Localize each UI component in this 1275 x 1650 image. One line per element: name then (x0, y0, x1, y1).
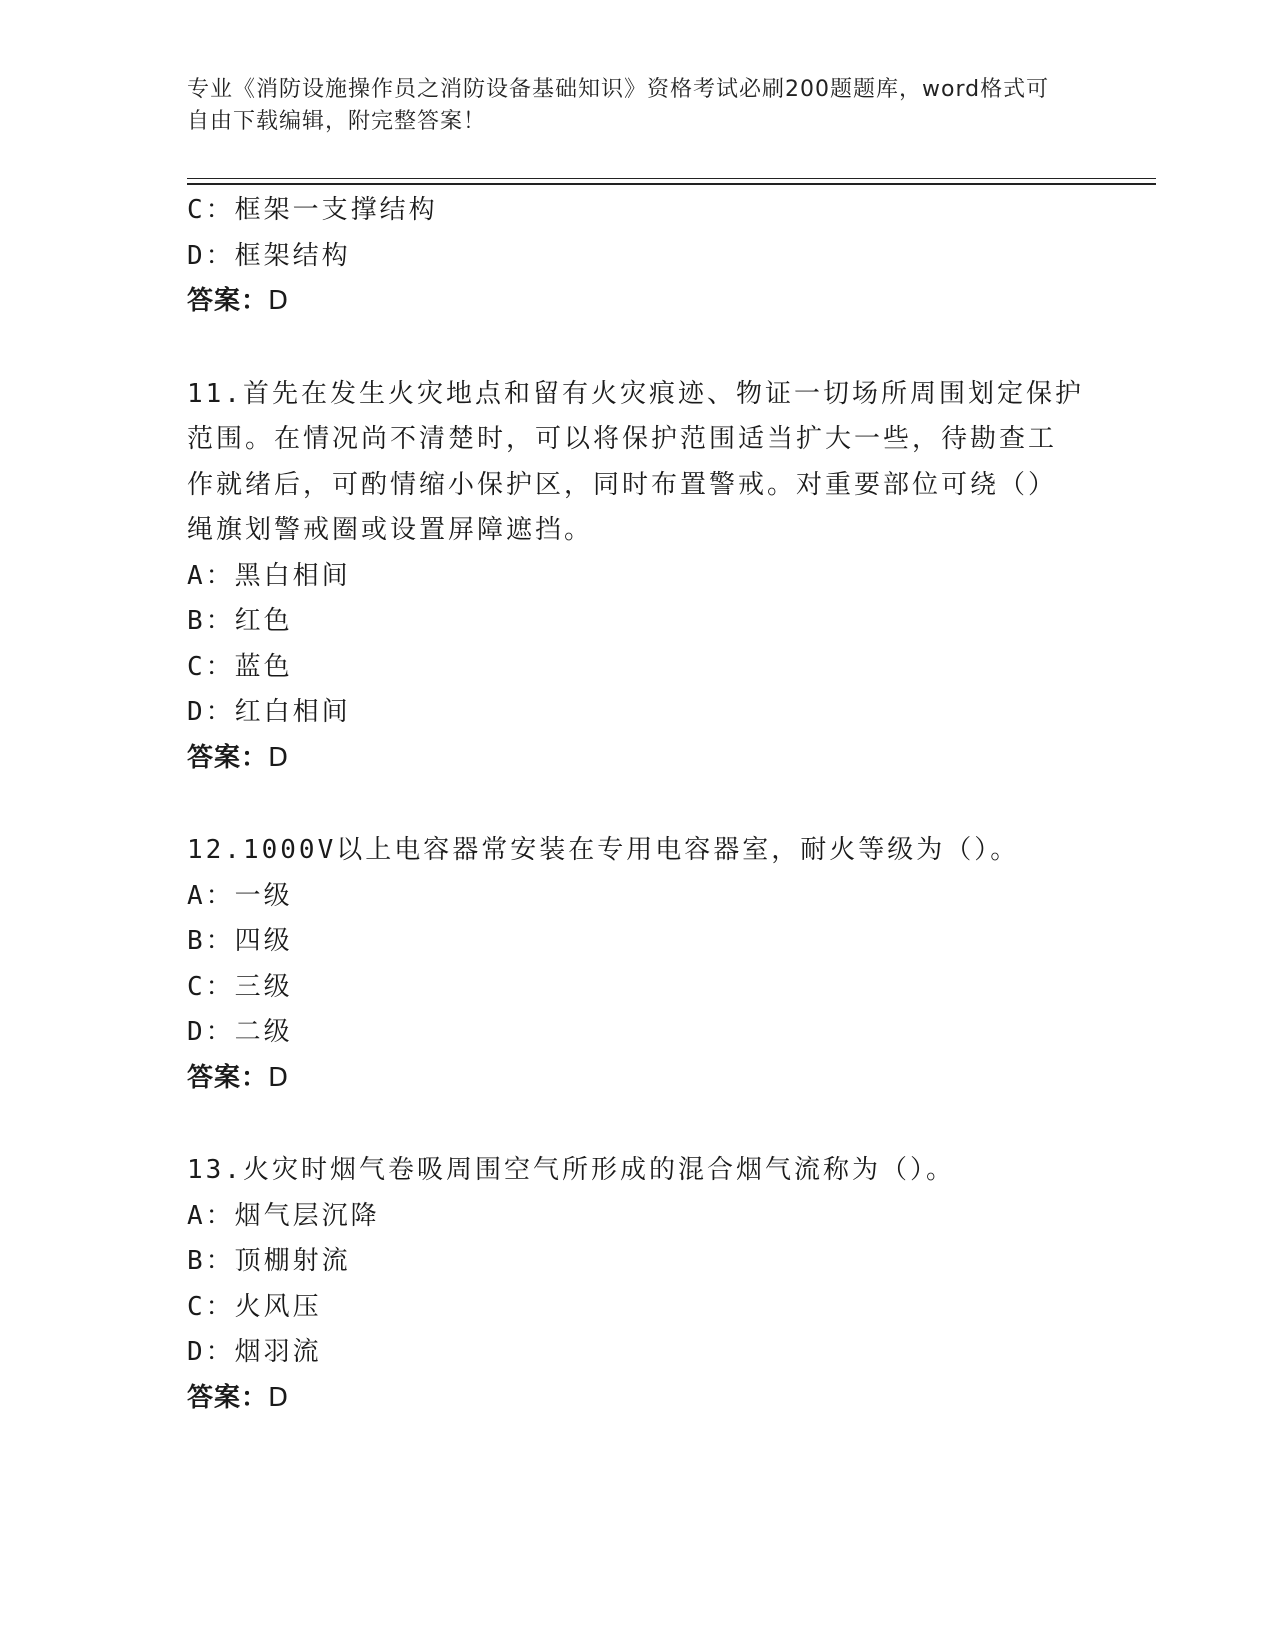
spacer (187, 1101, 1087, 1148)
answer-label: 答案： (187, 1062, 269, 1093)
option-d: D：烟羽流 (187, 1337, 322, 1367)
question-text-line: 13.火灾时烟气卷吸周围空气所形成的混合烟气流称为（）。 (187, 1155, 955, 1185)
option-c: C：三级 (187, 971, 293, 1002)
answer-value: D (268, 1062, 290, 1093)
option-b: B：红色 (187, 606, 293, 636)
document-header: 专业《消防设施操作员之消防设备基础知识》资格考试必刷200题题库，word格式可自由下载编辑，附完整答案！ (187, 77, 1050, 134)
answer-value: D (268, 286, 290, 316)
option-a: A：黑白相间 (187, 560, 351, 591)
answer-label: 答案： (187, 1382, 269, 1413)
option-a: A：烟气层沉降 (187, 1200, 380, 1231)
answer-line (187, 1056, 1087, 1102)
question-text-line: 11.首先在发生火灾地点和留有火灾痕迹、物证一切场所周围划定保护 (187, 378, 1084, 409)
option-d: D：红白相间 (187, 697, 351, 727)
spacer (187, 325, 1087, 372)
question-text-line: 范围。在情况尚不清楚时，可以将保护范围适当扩大一些，待勘查工 (187, 424, 1058, 454)
question-content (187, 188, 1087, 1421)
answer-line (187, 736, 1087, 782)
option-b: B：四级 (187, 926, 293, 956)
question-text-line: 12.1000V以上电容器常安装在专用电容器室，耐火等级为（）。 (187, 835, 1020, 865)
option-c: C：框架一支撑结构 (187, 195, 438, 225)
question-11 (187, 372, 1087, 782)
continued-question-block (187, 188, 1087, 325)
option-a: A：一级 (187, 880, 293, 911)
answer-line (187, 1376, 1087, 1422)
option-c: C：蓝色 (187, 651, 293, 682)
answer-label: 答案： (187, 286, 269, 316)
header-divider-thick (187, 183, 1156, 185)
question-13 (187, 1148, 1087, 1421)
answer-label: 答案： (187, 742, 269, 773)
option-d: D：二级 (187, 1017, 293, 1047)
option-d: D：框架结构 (187, 240, 351, 271)
option-b: B：顶棚射流 (187, 1246, 351, 1276)
header-divider-thin (187, 178, 1156, 179)
answer-value: D (268, 1382, 290, 1413)
question-text-line: 绳旗划警戒圈或设置屏障遮挡。 (187, 515, 594, 545)
spacer (187, 781, 1087, 828)
question-12 (187, 828, 1087, 1101)
answer-line (187, 279, 1087, 325)
answer-value: D (268, 742, 290, 773)
question-text-line: 作就绪后，可酌情缩小保护区，同时布置警戒。对重要部位可绕（） (187, 469, 1058, 500)
option-c: C：火风压 (187, 1291, 322, 1322)
